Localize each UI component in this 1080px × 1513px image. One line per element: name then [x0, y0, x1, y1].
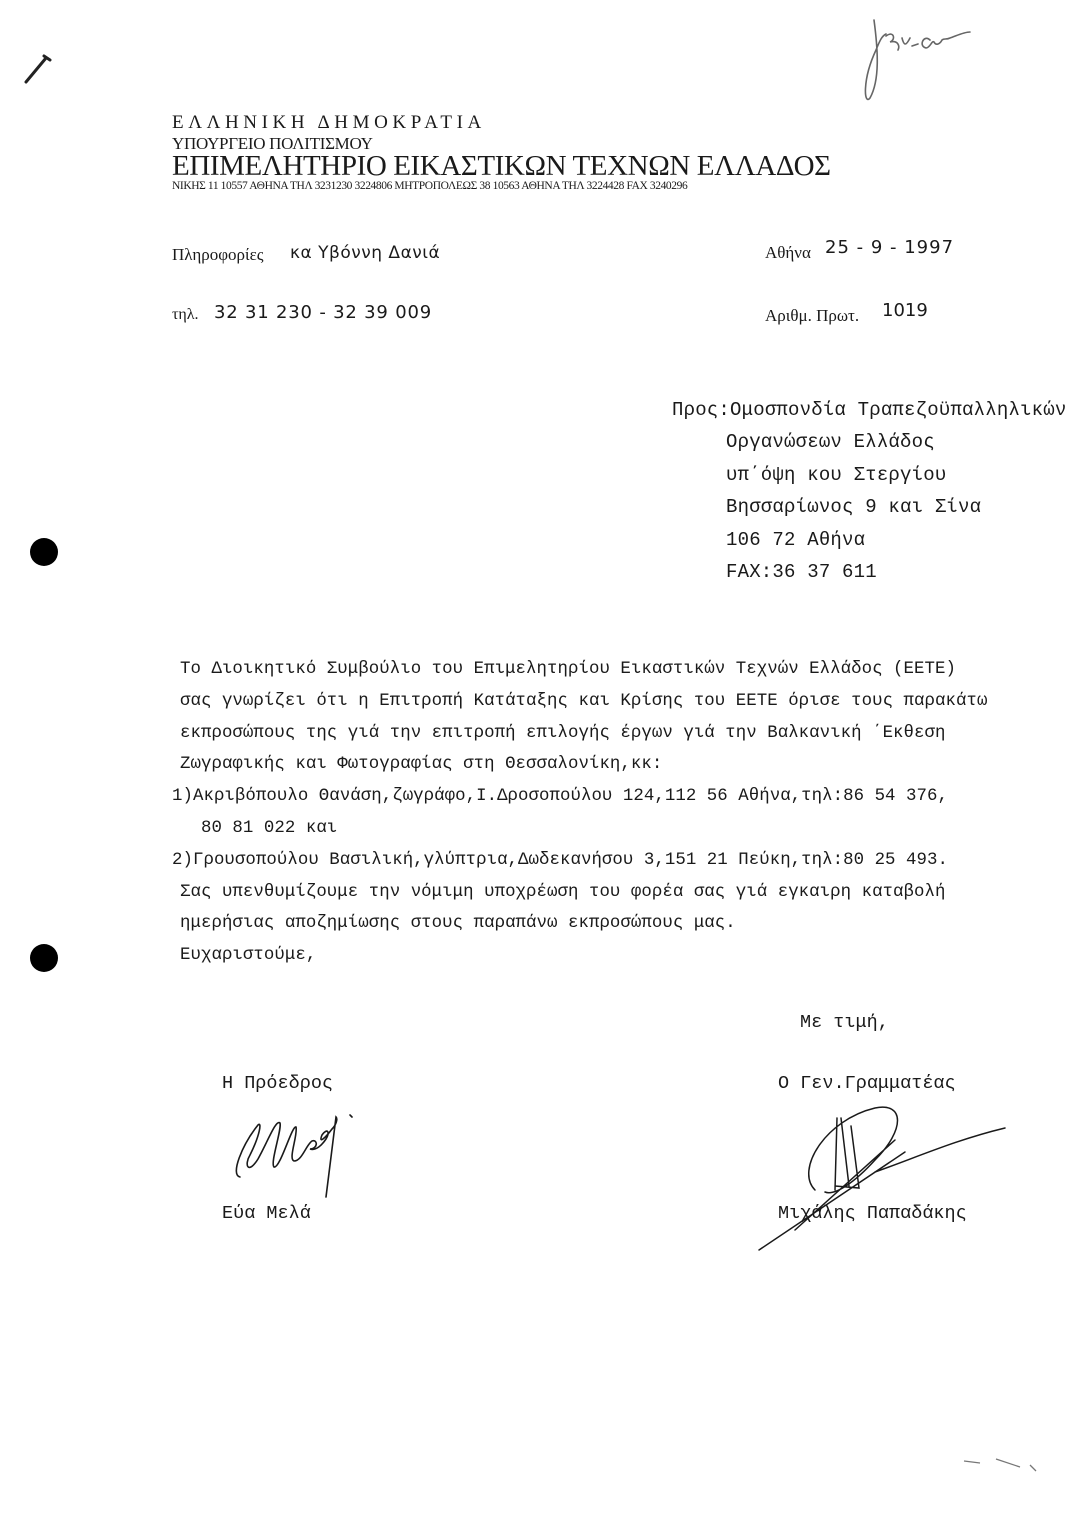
letterhead-republic: ΕΛΛΗΝΙΚΗ ΔΗΜΟΚΡΑΤΙΑ — [172, 112, 486, 133]
date-place: Αθήνα — [765, 243, 811, 262]
phone-label: τηλ. — [172, 306, 199, 323]
body-line: εκπροσώπους της γιά την επιτροπή επιλογής έργων γιά την Βαλκανική ΄Εκθεση — [180, 723, 946, 743]
body-line: Ζωγραφικής και Φωτογραφίας στη Θεσσαλονίκη,κκ: — [180, 755, 663, 775]
punch-hole-top — [30, 538, 58, 566]
body-line: σας γνωρίζει ότι η Επιτροπή Κατάταξης και Κρίσης του ΕΕΤΕ όρισε τους παρακάτω — [180, 691, 988, 711]
recipient-line: Βησσαρίωνος 9 και Σίνα — [726, 496, 982, 518]
letterhead-chamber: ΕΠΙΜΕΛΗΤΗΡΙΟ ΕΙΚΑΣΤΙΚΩΝ ΤΕΧΝΩΝ ΕΛΛΑΔΟΣ — [172, 150, 831, 182]
body-line: ημερήσιας αποζημίωσης στους παραπάνω εκπροσώπους μας. — [180, 914, 736, 934]
date-value: 25 - 9 - 1997 — [825, 237, 955, 258]
signature-left — [222, 1105, 372, 1200]
signatory-left-name: Εύα Μελά — [222, 1203, 311, 1224]
recipient-line: FAX:36 37 611 — [726, 561, 877, 583]
signatory-right-title: Ο Γεν.Γραμματέας — [778, 1073, 956, 1094]
recipient-line: Οργανώσεων Ελλάδος — [726, 431, 935, 453]
recipient-line: 106 72 Αθήνα — [726, 528, 866, 551]
info-contact-person: κα Υβόννη Δανιά — [290, 243, 441, 263]
recipient-first-line: Προς:Ομοσπονδία Τραπεζοϋπαλληλικών — [672, 399, 1067, 421]
signatory-right-name: Μιχάλης Παπαδάκης — [778, 1203, 967, 1224]
body-line: 1)Ακριβόπουλο Θανάση,ζωγράφο,Ι.Δροσοπούλου 124,112 56 Αθήνα,τηλ:86 54 376, — [172, 787, 948, 807]
signature-right — [755, 1100, 1015, 1260]
letterhead-ministry: ΥΠΟΥΡΓΕΙΟ ΠΟΛΙΤΙΣΜΟΥ — [172, 134, 373, 153]
body-line: 2)Γρουσοπούλου Βασιλική,γλύπτρια,Δωδεκανήσου 3,151 21 Πεύκη,τηλ:80 25 493. — [172, 850, 948, 870]
letter-body — [172, 654, 988, 972]
protocol-label: Αριθμ. Πρωτ. — [765, 306, 860, 325]
body-line: Σας υπενθυμίζουμε την νόμιμη υποχρέωση του φορέα σας γιά εγκαιρη καταβολή — [180, 882, 946, 902]
letterhead-contact-line: ΝΙΚΗΣ 11 10557 ΑΘΗΝΑ ΤΗΛ 3231230 3224806 ΜΗΤΡΟΠΟΛΕΩΣ 38 10563 ΑΘΗΝΑ ΤΗΛ 3224428 FAX 3240296 — [172, 180, 688, 192]
signatory-left-title: Η Πρόεδρος — [222, 1073, 334, 1094]
body-line: 80 81 022 και — [180, 818, 338, 838]
body-line: Ευχαριστούμε, — [180, 946, 317, 966]
punch-hole-bottom — [30, 944, 58, 972]
recipient-address — [726, 426, 981, 589]
phone-value: 32 31 230 - 32 39 009 — [214, 302, 432, 323]
recipient-line: υπ΄όψη κου Στεργίου — [726, 463, 947, 486]
scan-smudge — [960, 1455, 1050, 1485]
info-label: Πληροφορίες — [172, 245, 264, 264]
pen-mark — [20, 50, 60, 90]
protocol-number: 1019 — [882, 300, 928, 321]
handwritten-annotation — [860, 10, 1030, 110]
body-line: Το Διοικητικό Συμβούλιο του Επιμελητηρίου Εικαστικών Τεχνών Ελλάδος (ΕΕΤΕ) — [180, 660, 956, 679]
closing: Με τιμή, — [800, 1012, 889, 1033]
